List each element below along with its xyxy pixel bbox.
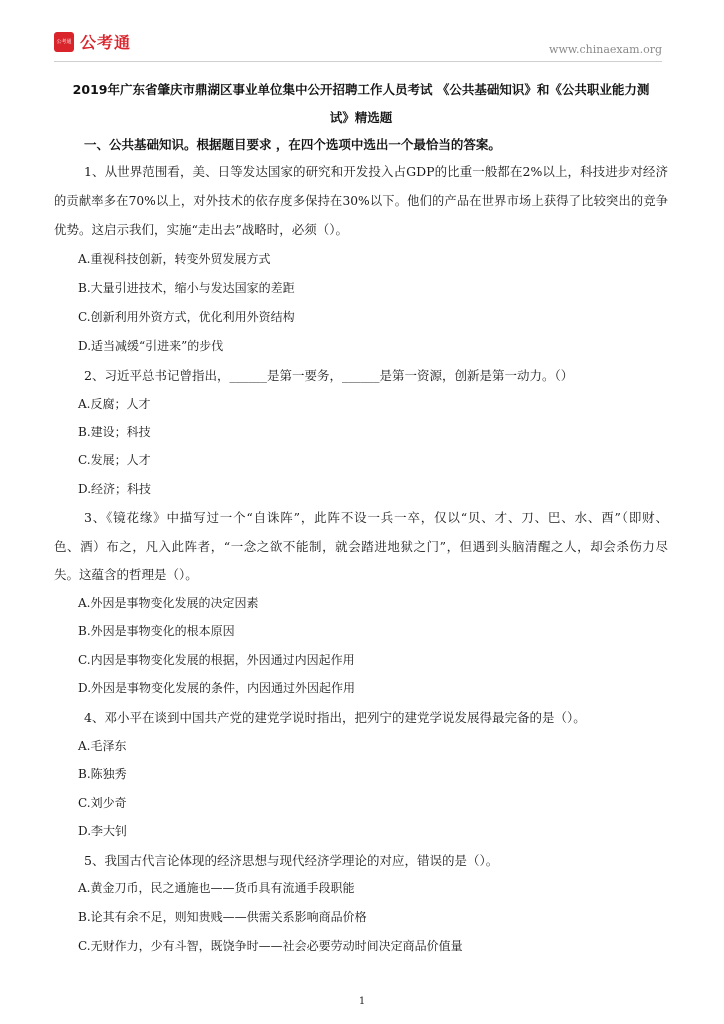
question-3-option-c: C.内因是事物变化发展的根据，外因通过内因起作用 [78, 653, 355, 667]
question-3-stem-line-1: 3、《镜花缘》中描写过一个“自诛阵”，此阵不设一兵一卒，仅以“贝、才、刀、巴、水、酉”（即财、 [84, 510, 668, 525]
header-divider [54, 61, 662, 62]
page-header [54, 30, 662, 62]
question-1-stem-line-1: 1、从世界范围看，美、日等发达国家的研究和开发投入占GDP的比重一般都在2%以上，科技进步对经济 [84, 164, 668, 179]
question-3-option-b: B.外因是事物变化的根本原因 [78, 624, 235, 638]
question-1-stem-line-3: 优势。这启示我们，实施“走出去”战略时，必须（）。 [54, 222, 349, 237]
question-3-stem-line-3: 失。这蕴含的哲理是（）。 [54, 567, 198, 582]
document-title-line-1: 2019年广东省肇庆市鼎湖区事业单位集中公开招聘工作人员考试 《公共基础知识》和《公共职业能力测 [72, 82, 650, 97]
question-1-stem-line-2: 的贡献率多在70%以上，对外技术的依存度多保持在30%以下。他们的产品在世界市场上获得了比较突出的竞争 [54, 194, 668, 208]
brand-logo [54, 30, 131, 53]
question-4-option-a: A.毛泽东 [78, 739, 127, 753]
logo-badge-icon: 公考通 [54, 32, 74, 52]
logo-text: 公考通 [80, 33, 132, 52]
question-1-option-c: C.创新利用外资方式，优化利用外资结构 [78, 310, 295, 324]
question-5-option-a: A.黄金刀币，民之通施也——货币具有流通手段职能 [78, 881, 355, 895]
question-3-stem-line-2: 色、酒）布之，凡入此阵者，“一念之欲不能制，就会踏进地狱之门”，但遇到头脑清醒之人，却会杀伤力尽 [54, 539, 668, 554]
question-4-option-b: B.陈独秀 [78, 767, 127, 781]
question-3-option-a: A.外因是事物变化发展的决定因素 [78, 596, 259, 610]
question-4-option-d: D.李大钊 [78, 824, 128, 838]
page-number: 1 [358, 996, 366, 1007]
site-url: www.chinaexam.org [549, 43, 662, 56]
question-2-option-d: D.经济；科技 [78, 482, 152, 496]
question-2-option-a: A.反腐；人才 [78, 397, 151, 411]
question-4-stem: 4、邓小平在谈到中国共产党的建党学说时指出，把列宁的建党学说发展得最完备的是（）。 [84, 710, 586, 725]
question-5-option-c: C.无财作力，少有斗智，既饶争时——社会必要劳动时间决定商品价值量 [78, 939, 463, 953]
question-5-stem: 5、我国古代言论体现的经济思想与现代经济学理论的对应，错误的是（）。 [84, 853, 499, 868]
question-1-option-a: A.重视科技创新，转变外贸发展方式 [78, 252, 271, 266]
question-1-option-b: B.大量引进技术，缩小与发达国家的差距 [78, 281, 295, 295]
question-2-option-b: B.建设；科技 [78, 425, 151, 439]
question-2-stem: 2、习近平总书记曾指出，______是第一要务，______是第一资源，创新是第一动力。（） [84, 368, 574, 383]
question-2-option-c: C.发展；人才 [78, 453, 151, 467]
question-1-option-d: D.适当减缓“引进来”的步伐 [78, 339, 224, 353]
section-heading: 一、公共基础知识。根据题目要求 ，在四个选项中选出一个最恰当的答案。 [84, 137, 501, 152]
question-4-option-c: C.刘少奇 [78, 796, 127, 810]
document-title-line-2: 试》精选题 [329, 110, 393, 125]
question-5-option-b: B.论其有余不足，则知贵贱——供需关系影响商品价格 [78, 910, 367, 924]
question-3-option-d: D.外因是事物变化发展的条件，内因通过外因起作用 [78, 681, 356, 695]
